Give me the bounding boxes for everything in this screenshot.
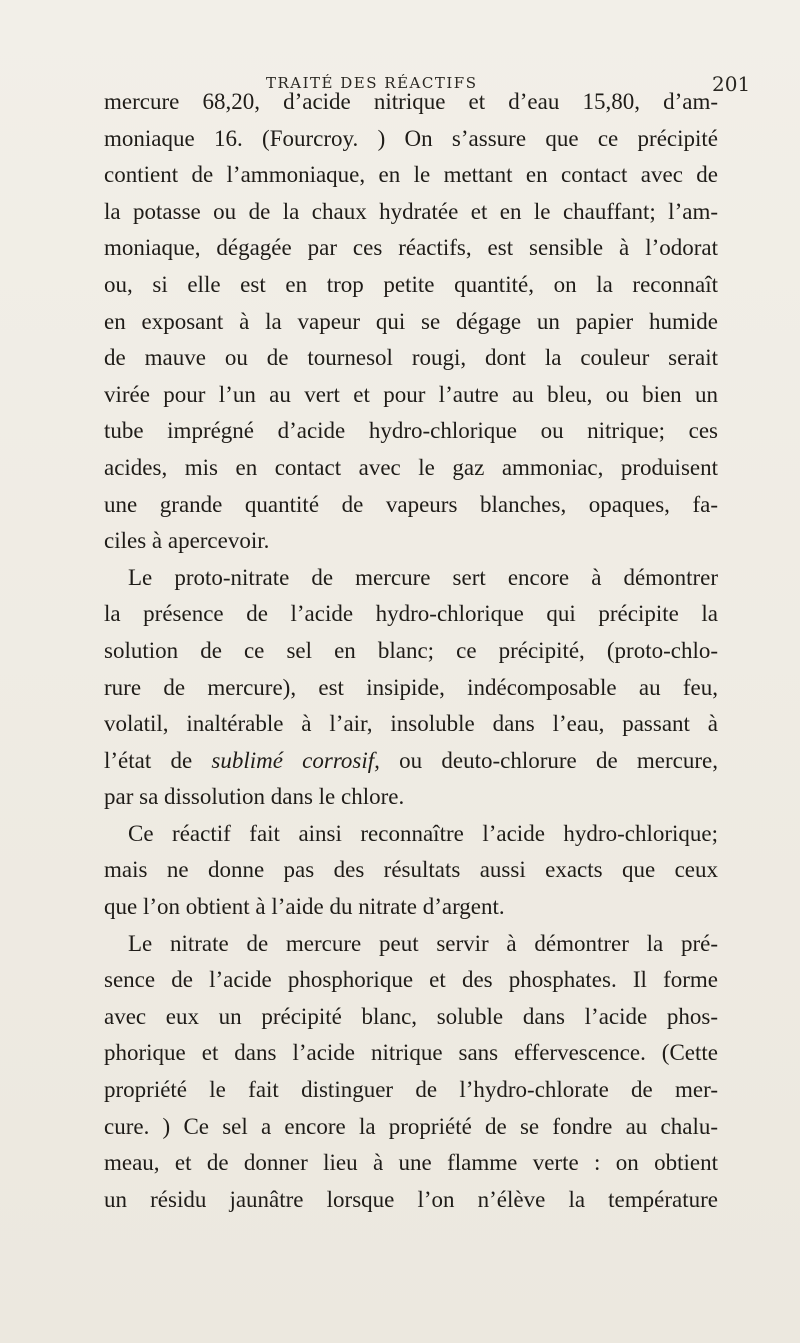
text-line: virée pour l’un au vert et pour l’autre au bleu, ou bien un — [104, 381, 718, 407]
text-line: la potasse ou de la chaux hydratée et en le chauffant; l’am- — [104, 198, 718, 224]
text-line: contient de l’ammoniaque, en le mettant en contact avec de — [104, 162, 718, 188]
page-number: 201 — [712, 72, 751, 96]
paragraph-start-line: Le nitrate de mercure peut servir à démontrer la pré- — [128, 930, 718, 956]
text-line: phorique et dans l’acide nitrique sans effervescence. (Cette — [104, 1040, 718, 1066]
text-line: acides, mis en contact avec le gaz ammoniac, produisent — [104, 454, 718, 480]
text-line: mais ne donne pas des résultats aussi exacts que ceux — [104, 857, 718, 883]
text-line: mercure 68,20, d’acide nitrique et d’eau 15,80, d’am- — [104, 89, 718, 114]
text-line: la présence de l’acide hydro-chlorique qui précipite la — [104, 601, 718, 627]
text-line: ciles à apercevoir. — [104, 528, 270, 554]
text-line: solution de ce sel en blanc; ce précipité, (proto-chlo- — [104, 637, 718, 663]
text-line: un résidu jaunâtre lorsque l’on n’élève la température — [104, 1186, 718, 1212]
text-line: avec eux un précipité blanc, soluble dans l’acide phos- — [104, 1003, 718, 1029]
text-line: en exposant à la vapeur qui se dégage un papier humide — [104, 308, 718, 334]
text-line: sence de l’acide phosphorique et des phosphates. Il forme — [104, 967, 718, 993]
text-line: cure. ) Ce sel a encore la propriété de se fondre au chalu- — [104, 1113, 718, 1139]
text-line: meau, et de donner lieu à une flamme verte : on obtient — [104, 1150, 718, 1176]
text-line: ou, si elle est en trop petite quantité, on la reconnaît — [104, 271, 718, 297]
text-line: moniaque, dégagée par ces réactifs, est sensible à l’odorat — [104, 235, 718, 261]
text-line: tube imprégné d’acide hydro-chlorique ou nitrique; ces — [104, 418, 718, 444]
running-title: TRAITÉ DES RÉACTIFS — [266, 74, 478, 92]
text-line: par sa dissolution dans le chlore. — [104, 784, 405, 810]
paragraph-start-line: Ce réactif fait ainsi reconnaître l’acide hydro-chlorique; — [128, 820, 718, 846]
text-line: une grande quantité de vapeurs blanches, opaques, fa- — [104, 491, 718, 517]
paragraph-start-line: Le proto-nitrate de mercure sert encore à démontrer — [128, 564, 718, 590]
text-line: volatil, inaltérable à l’air, insoluble dans l’eau, passant à — [104, 711, 718, 737]
text-line: rure de mercure), est insipide, indécomposable au feu, — [104, 674, 718, 700]
body-text — [104, 84, 718, 1218]
text-line: propriété le fait distinguer de l’hydro-chlorate de mer- — [104, 1077, 718, 1103]
text-line: moniaque 16. (Fourcroy. ) On s’assure que ce précipité — [104, 125, 718, 151]
text-line-with-italic — [104, 743, 718, 780]
italic-term: sublimé corrosif, — [211, 747, 380, 773]
text-line: de mauve ou de tournesol rougi, dont la couleur serait — [104, 345, 718, 371]
text-line: que l’on obtient à l’aide du nitrate d’argent. — [104, 894, 505, 920]
text-segment: l’état de — [104, 747, 212, 773]
text-segment: ou deuto-chlorure de mercure, — [379, 747, 718, 773]
